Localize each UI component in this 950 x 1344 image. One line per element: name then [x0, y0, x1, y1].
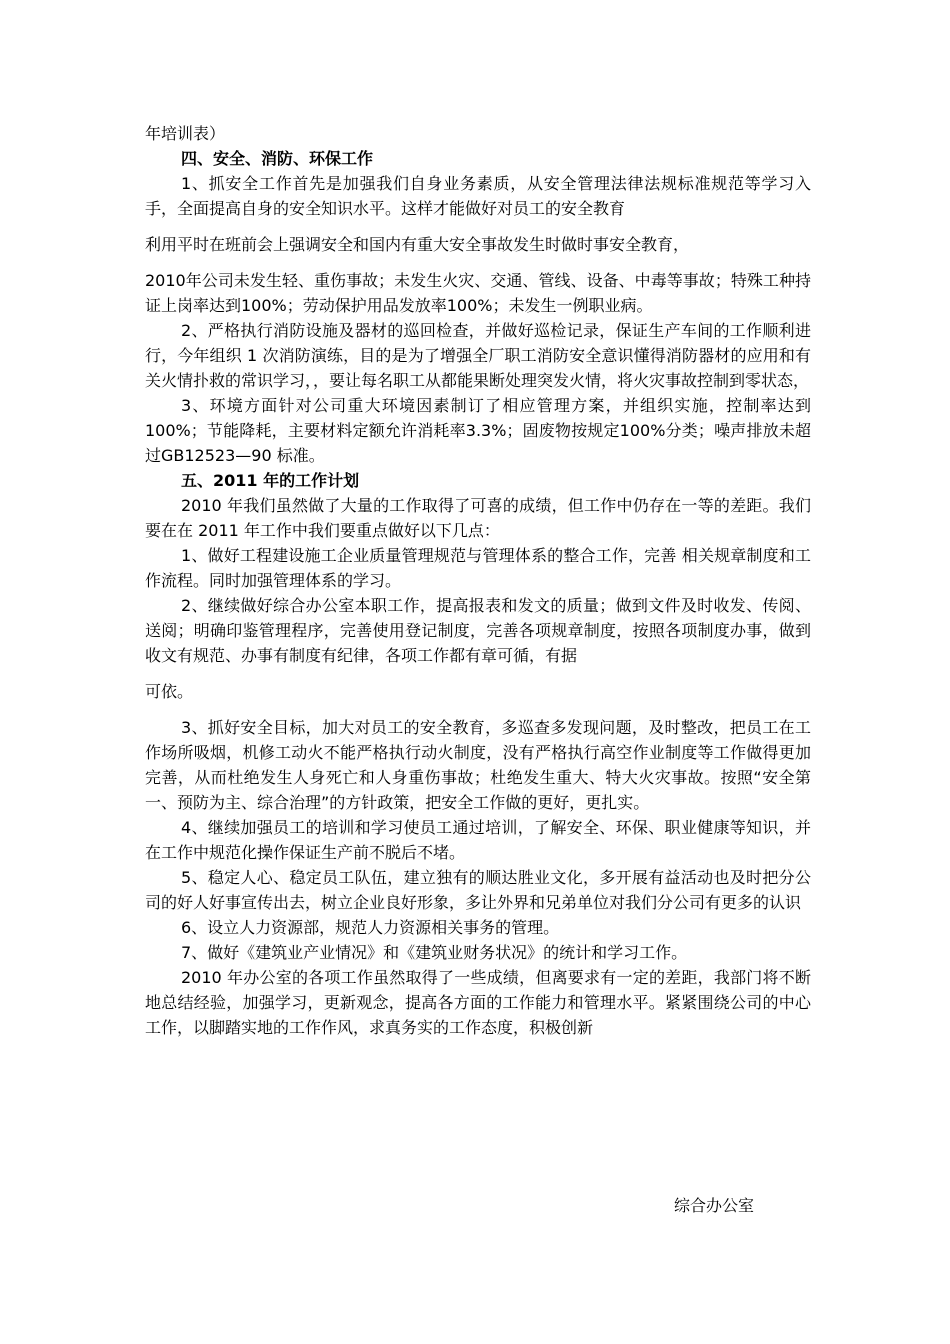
paragraph-safety-results: 2010年公司未发生轻、重伤事故；未发生火灾、交通、管线、设备、中毒等事故；特殊工种持证上岗率达到100%；劳动保护用品发放率100%；未发生一例职业病。 [145, 271, 811, 315]
paragraph-environment-3: 3、环境方面针对公司重大环境因素制订了相应管理方案，并组织实施，控制率达到100%；节能降耗，主要材料定额允许消耗率3.3%；固废物按规定100%分类；噪声排放未超过GB12523—90 标准。 [145, 396, 811, 465]
paragraph-plan-intro: 2010 年我们虽然做了大量的工作取得了可喜的成绩，但工作中仍存在一等的差距。我们要在在 2011 年工作中我们要重点做好以下几点： [145, 496, 811, 540]
paragraph-plan-2: 2、继续做好综合办公室本职工作，提高报表和发文的质量；做到文件及时收发、传阅、送阅；明确印鉴管理程序，完善使用登记制度，完善各项规章制度，按照各项制度办事，做到收文有规范、办事有制度有纪律，各项工作都有章可循，有据 [145, 596, 811, 665]
signature-department: 综合办公室 [674, 1196, 755, 1215]
heading-2011-plan: 五、2011 年的工作计划 [181, 471, 360, 490]
paragraph-plan-4: 4、继续加强员工的培训和学习使员工通过培训，了解安全、环保、职业健康等知识，并在工作中规范化操作保证生产前不脱后不堵。 [145, 818, 811, 862]
paragraph-safety-1: 1、抓安全工作首先是加强我们自身业务素质，从安全管理法律法规标准规范等学习入手，全面提高自身的安全知识水平。这样才能做好对员工的安全教育 [145, 174, 811, 218]
paragraph-fire-2: 2、严格执行消防设施及器材的巡回检查，并做好巡检记录，保证生产车间的工作顺利进行，今年组织 1 次消防演练，目的是为了增强全厂职工消防安全意识懂得消防器材的应用和有关火情扑救的常识学习，，要让每名职工从都能果断处理突发火情，将火灾事故控制到零状态， [145, 321, 811, 390]
paragraph-conclusion: 2010 年办公室的各项工作虽然取得了一些成绩，但离要求有一定的差距，我部门将不断地总结经验，加强学习，更新观念，提高各方面的工作能力和管理水平。紧紧围绕公司的中心工作，以脚踏实地的工作作风，求真务实的工作态度，积极创新 [145, 968, 811, 1037]
document-body [145, 121, 811, 1040]
paragraph-plan-6: 6、设立人力资源部，规范人力资源相关事务的管理。 [181, 918, 560, 937]
paragraph-plan-1: 1、做好工程建设施工企业质量管理规范与管理体系的整合工作，完善 相关规章制度和工作流程。同时加强管理体系的学习。 [145, 546, 811, 590]
paragraph-plan-2-end: 可依。 [145, 682, 194, 701]
paragraph-plan-7: 7、做好《建筑业产业情况》和《建筑业财务状况》的统计和学习工作。 [181, 943, 688, 962]
paragraph-training-table: 年培训表） [145, 124, 226, 143]
paragraph-plan-5: 5、稳定人心、稳定员工队伍，建立独有的顺达胜业文化，多开展有益活动也及时把分公司的好人好事宣传出去，树立企业良好形象，多让外界和兄弟单位对我们分公司有更多的认识 [145, 868, 811, 912]
paragraph-plan-3: 3、抓好安全目标，加大对员工的安全教育，多巡查多发现问题，及时整改，把员工在工作场所吸烟，机修工动火不能严格执行动火制度，没有严格执行高空作业制度等工作做得更加完善，从而杜绝发生人身死亡和人身重伤事故；杜绝发生重大、特大火灾事故。按照“安全第一、预防为主、综合治理”的方针政策，把安全工作做的更好，更扎实。 [145, 718, 811, 812]
paragraph-safety-education: 利用平时在班前会上强调安全和国内有重大安全事故发生时做时事安全教育， [145, 235, 690, 254]
heading-safety-fire-environment: 四、安全、消防、环保工作 [181, 149, 374, 168]
